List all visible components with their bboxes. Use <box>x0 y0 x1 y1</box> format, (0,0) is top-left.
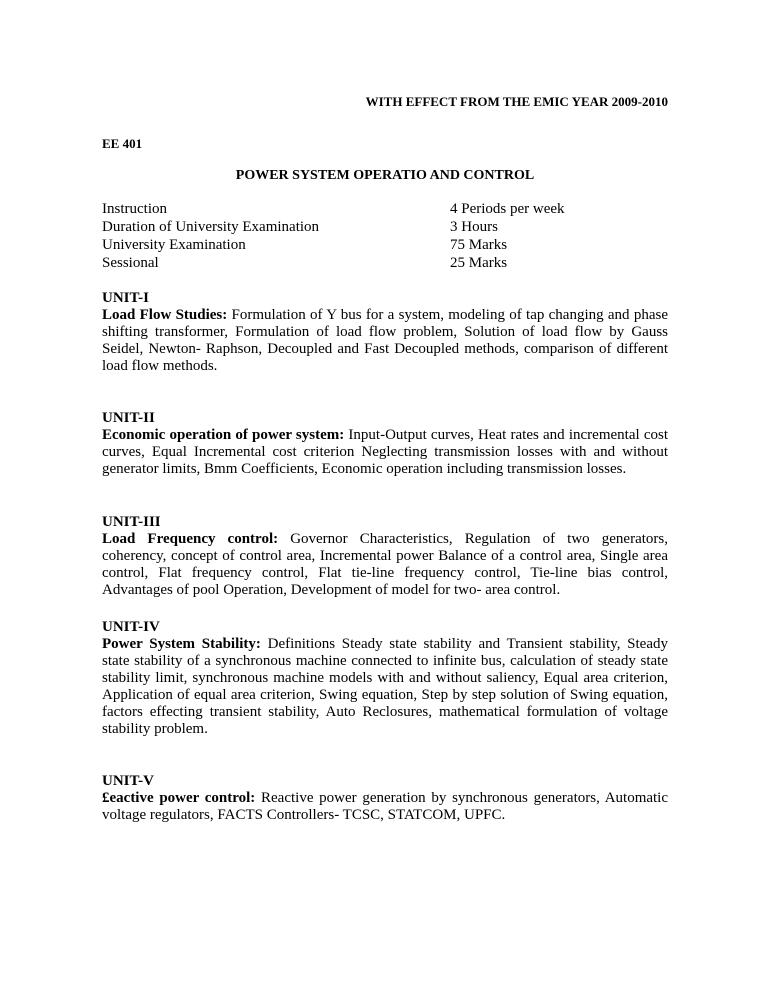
unit-body <box>102 531 668 599</box>
unit-topic: £eactive power control: <box>102 790 256 806</box>
schedule-label: Instruction <box>102 201 167 217</box>
unit-section-5 <box>102 773 668 824</box>
schedule-value: 3 Hours <box>450 219 498 235</box>
course-code: EE 401 <box>102 136 143 151</box>
unit-heading: UNIT-II <box>102 410 155 426</box>
unit-topic: Load Frequency control: <box>102 531 279 547</box>
schedule-row-instruction <box>102 201 668 219</box>
unit-body <box>102 636 668 738</box>
schedule-value: 75 Marks <box>450 237 508 253</box>
unit-section-3 <box>102 514 668 599</box>
schedule-table <box>102 201 668 273</box>
course-title: POWER SYSTEM OPERATIO AND CONTROL <box>235 168 535 183</box>
schedule-row-sessional <box>102 255 668 273</box>
unit-text: Input-Output curves, Heat rates and incremental cost curves, Equal Incremental cost criterion Neglecting transmission losses with and without generator limits, Bmm Coefficients, Economic operation including transmission losses. <box>102 427 668 477</box>
unit-text: Formulation of Y bus for a system, modeling of tap changing and phase shifting transformer, Formulation of load flow problem, Solution of load flow by Gauss Seidel, Newton- Raphson, Decoupled and Fast Decoupled methods, comparison of different load flow methods. <box>102 307 668 374</box>
unit-section-4 <box>102 619 668 738</box>
unit-section-2 <box>102 410 668 478</box>
unit-heading: UNIT-III <box>102 514 161 530</box>
schedule-row-duration <box>102 219 668 237</box>
syllabus-page <box>102 0 668 994</box>
schedule-label: University Examination <box>102 237 246 253</box>
unit-topic: Power System Stability: <box>102 636 261 652</box>
unit-text: Governor Characteristics, Regulation of two generators, coherency, concept of control area, Incremental power Balance of a control area, Single area control, Flat frequency control, Flat tie-line frequency control, Tie-line bias control, Advantages of pool Operation, Development of model for two- area control. <box>102 531 668 598</box>
schedule-value: 25 Marks <box>450 255 508 271</box>
schedule-row-university-exam <box>102 237 668 255</box>
unit-heading: UNIT-IV <box>102 619 160 635</box>
unit-heading: UNIT-I <box>102 290 149 306</box>
unit-heading: UNIT-V <box>102 773 154 789</box>
unit-body <box>102 427 668 478</box>
effect-year-line: WITH EFFECT FROM THE EMIC YEAR 2009-2010 <box>365 94 668 109</box>
unit-topic: Economic operation of power system: <box>102 427 345 443</box>
unit-text: Reactive power generation by synchronous generators, Automatic voltage regulators, FACTS Controllers- TCSC, STATCOM, UPFC. <box>102 790 669 823</box>
schedule-value: 4 Periods per week <box>450 201 565 217</box>
unit-text: Definitions Steady state stability and Transient stability, Steady state stability of a synchronous machine connected to infinite bus, calculation of steady state stability limit, synchronous machine models with and without saliency, Equal area criterion, Application of equal area criterion, Swing equation, Step by step solution of Swing equation, factors effecting transient stability, Auto Reclosures, mathematical formulation of voltage stability problem. <box>102 636 668 737</box>
schedule-label: Duration of University Examination <box>102 219 320 235</box>
schedule-label: Sessional <box>102 255 159 271</box>
unit-body <box>102 307 668 375</box>
unit-body <box>102 790 668 824</box>
unit-section-1 <box>102 290 668 375</box>
unit-topic: Load Flow Studies: <box>102 307 228 323</box>
